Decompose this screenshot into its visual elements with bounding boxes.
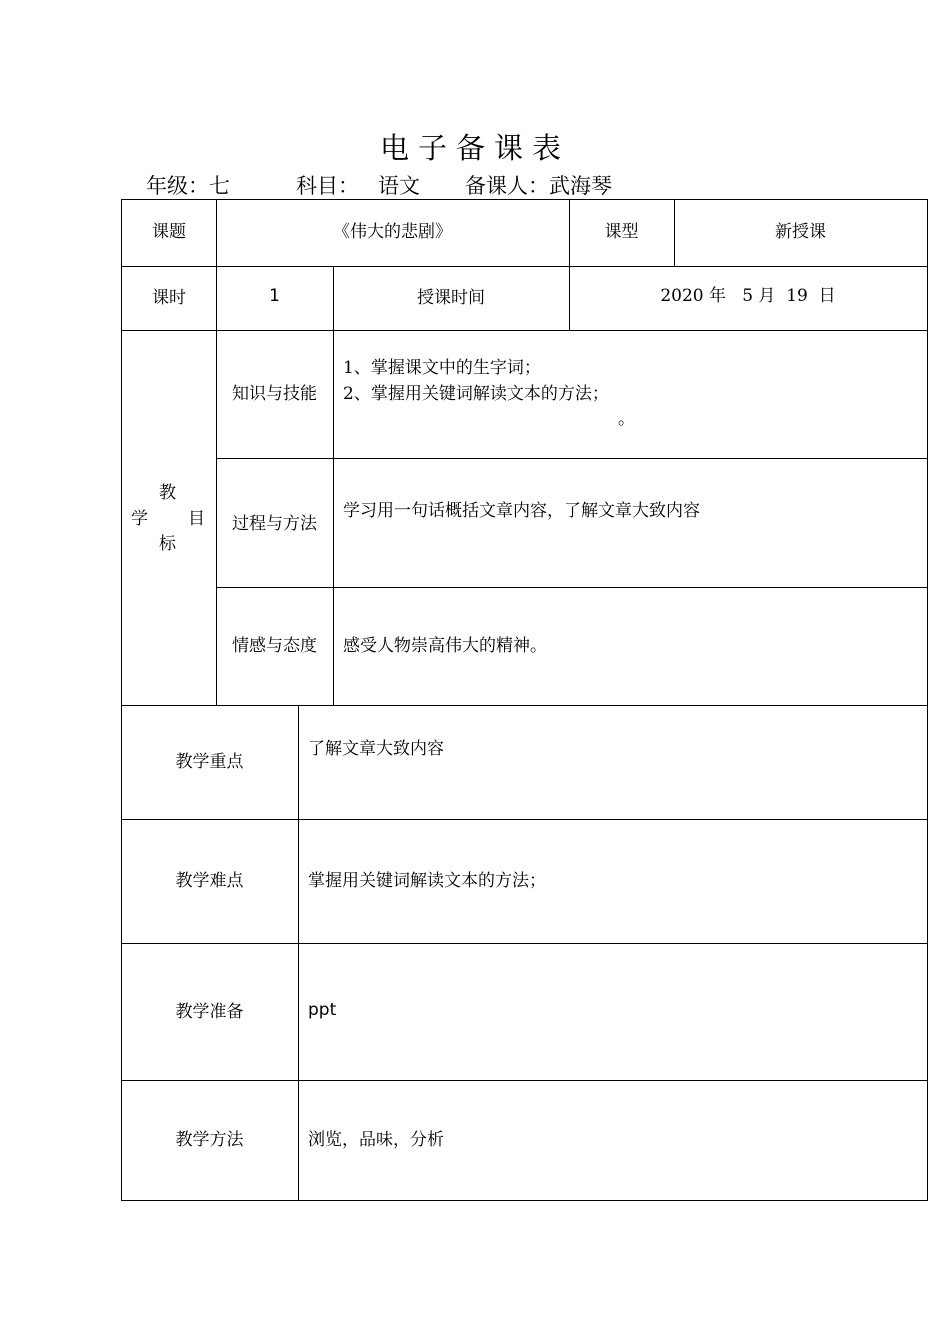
- meta-row: [0, 172, 950, 200]
- objectives-label-char: 标: [159, 534, 176, 554]
- objectives-label-char: 学: [131, 509, 148, 529]
- methods-label: 教学方法: [175, 1130, 244, 1150]
- key-points-label: 教学重点: [175, 752, 244, 772]
- objectives-label-char: 目: [188, 509, 205, 529]
- row-separator: [121, 943, 928, 944]
- knowledge-line: 2、掌握用关键词解读文本的方法；: [343, 384, 609, 404]
- teacher-label: 备课人：武海琴: [465, 174, 612, 198]
- objectives-label-char: 教: [159, 483, 176, 503]
- difficulties-label: 教学难点: [175, 871, 244, 891]
- topic-label: 课题: [152, 222, 186, 242]
- time-value: 2020 年 5 月 19 日: [660, 286, 836, 306]
- difficulties-value: 掌握用关键词解读文本的方法；: [308, 871, 546, 891]
- emotion-value: 感受人物崇高伟大的精神。: [343, 636, 547, 656]
- period-value: 1: [269, 286, 280, 306]
- row-separator: [121, 330, 928, 331]
- column-separator: [333, 266, 334, 705]
- time-label: 授课时间: [417, 288, 485, 308]
- process-label: 过程与方法: [232, 514, 317, 534]
- preparation-label: 教学准备: [175, 1002, 244, 1022]
- table-bottom-border: [121, 1200, 928, 1201]
- topic-value: 《伟大的悲剧》: [333, 222, 452, 242]
- row-separator: [216, 458, 928, 459]
- emotion-label: 情感与态度: [232, 636, 317, 656]
- row-separator: [121, 705, 928, 706]
- knowledge-line: 1、掌握课文中的生字词；: [343, 358, 541, 378]
- process-value: 学习用一句话概括文章内容，了解文章大致内容: [343, 501, 700, 521]
- subject-value: 语文: [378, 174, 420, 198]
- preparation-value: ppt: [308, 1000, 337, 1020]
- row-separator: [121, 266, 928, 267]
- period-label: 课时: [152, 288, 186, 308]
- table-left-border: [121, 199, 122, 1201]
- type-label: 课型: [604, 222, 639, 242]
- column-separator: [298, 705, 299, 1201]
- key-points-value: 了解文章大致内容: [308, 739, 444, 759]
- document-title: 电子备课表: [379, 131, 570, 165]
- methods-value: 浏览，品味，分析: [308, 1130, 444, 1150]
- table-right-border: [927, 199, 928, 1201]
- knowledge-label: 知识与技能: [232, 384, 317, 404]
- grade-label: 年级：七: [146, 174, 230, 198]
- column-separator: [216, 199, 217, 705]
- knowledge-line: 。: [618, 409, 635, 429]
- row-separator: [121, 819, 928, 820]
- row-separator: [121, 1080, 928, 1081]
- row-separator: [216, 587, 928, 588]
- subject-label: 科目：: [296, 174, 359, 198]
- type-value: 新授课: [775, 222, 826, 242]
